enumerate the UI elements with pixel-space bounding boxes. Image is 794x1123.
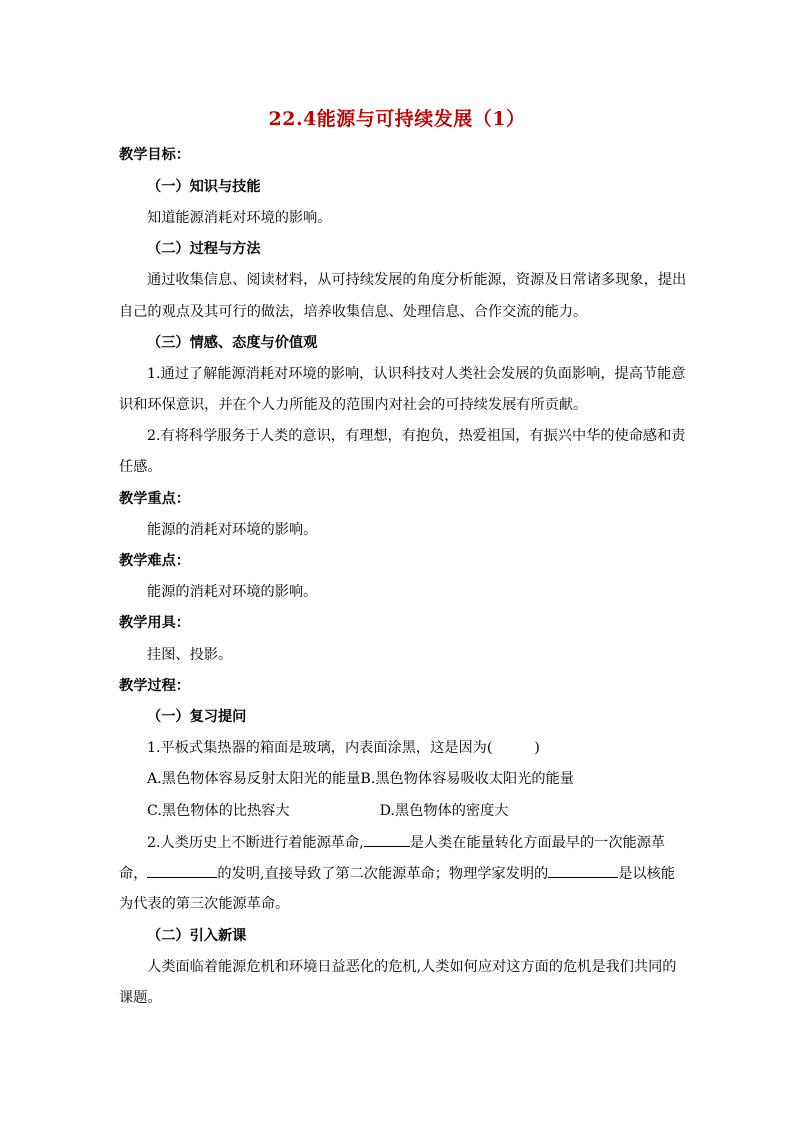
key-text: 能源的消耗对环境的影响。 — [147, 522, 318, 538]
intro-line2: 课题。 — [119, 990, 162, 1006]
intro-line1: 人类面临着能源危机和环境日益恶化的危机,人类如何应对这方面的危机是我们共同的 — [147, 959, 677, 975]
goal2-heading: （二）过程与方法 — [147, 241, 261, 257]
question-2-text: 是人类在能量转化方面最早的一次能源革 — [409, 835, 666, 851]
question-2-line2 — [119, 863, 675, 884]
tools-text: 挂图、投影。 — [147, 647, 233, 663]
goal3-item1-line1: 1.通过了解能源消耗对环境的影响，认识科技对人类社会发展的负面影响，提高节能意 — [147, 366, 686, 382]
question-2-text: 命， — [119, 866, 148, 882]
goals-heading: 教学目标： — [119, 147, 190, 163]
difficulty-text: 能源的消耗对环境的影响。 — [147, 584, 318, 600]
option-b: B.黑色物体容易吸收太阳光的能量 — [360, 771, 574, 787]
goal3-item2-line1: 2.有将科学服务于人类的意识，有理想，有抱负，热爱祖国，有振兴中华的使命感和责 — [147, 428, 686, 444]
option-c: C.黑色物体的比热容大 — [147, 803, 290, 819]
difficulty-heading: 教学难点： — [119, 553, 190, 569]
review-heading: （一）复习提问 — [147, 709, 247, 725]
question-2-line3: 为代表的第三次能源革命。 — [119, 896, 290, 912]
fill-blank-2 — [147, 863, 217, 878]
intro-heading: （二）引入新课 — [147, 928, 247, 944]
option-a: A.黑色物体容易反射太阳光的能量 — [147, 771, 361, 787]
key-heading: 教学重点： — [119, 491, 190, 507]
fill-blank-1 — [364, 832, 410, 847]
question-1-stem — [147, 738, 540, 758]
tools-heading: 教学用具： — [119, 615, 190, 631]
goal3-item1-line2: 识和环保意识，并在个人力所能及的范围内对社会的可持续发展有所贡献。 — [119, 397, 588, 413]
goal3-item2-line2: 任感。 — [119, 459, 162, 475]
question-2-line1 — [147, 832, 665, 853]
page-title: 22.4能源与可持续发展（1） — [268, 108, 526, 130]
goal2-line2: 自己的观点及其可行的做法，培养收集信息、处理信息、合作交流的能力。 — [119, 304, 588, 320]
option-d: D.黑色物体的密度大 — [379, 803, 509, 819]
fill-blank-3 — [548, 863, 618, 878]
question-2-text: 2.人类历史上不断进行着能源革命, — [147, 835, 364, 851]
question-1-stem-text: 1.平板式集热器的箱面是玻璃，内表面涂黑，这是因为( — [147, 740, 493, 756]
question-2-text: 的发明,直接导致了第二次能源革命；物理学家发明的 — [217, 866, 549, 882]
question-1-options-ab — [147, 769, 574, 789]
process-heading: 教学过程： — [119, 678, 190, 694]
goal3-heading: （三）情感、态度与价值观 — [147, 335, 318, 351]
question-2-text: 是以核能 — [618, 866, 675, 882]
goal1-heading: （一）知识与技能 — [147, 179, 261, 195]
goal2-line1: 通过收集信息、阅读材料，从可持续发展的角度分析能源，资源及日常诸多现象，提出 — [147, 272, 687, 288]
goal1-text: 知道能源消耗对环境的影响。 — [147, 210, 332, 226]
question-1-options-cd — [147, 801, 508, 821]
question-1-close-paren: ) — [534, 740, 540, 756]
